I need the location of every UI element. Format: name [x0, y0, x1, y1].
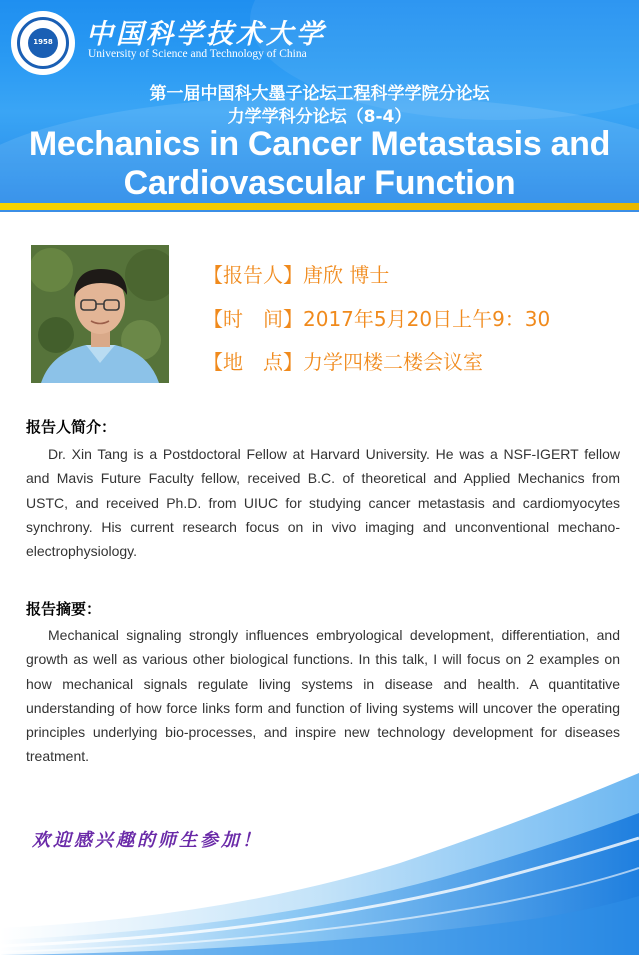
place-value: 力学四楼二楼会议室: [303, 350, 483, 374]
talk-title-line2: Cardiovascular Function: [123, 164, 516, 202]
time-row: [203, 303, 550, 332]
speaker-photo: [31, 245, 169, 383]
time-value: 2017年5月20日上午9：30: [303, 307, 551, 331]
header-banner: [0, 0, 639, 203]
talk-title: [0, 125, 639, 203]
place-row: [203, 346, 483, 375]
header-gold-divider: [0, 203, 639, 210]
forum-name-line2: 力学学科分论坛（8-4）: [227, 107, 412, 127]
footer-waves: [0, 768, 639, 955]
school-name-cn: 中国科学技术大学: [86, 19, 326, 50]
talk-title-line1: Mechanics in Cancer Metastasis and: [28, 125, 611, 163]
header-blue-divider: [0, 210, 639, 212]
welcome-message: 欢迎感兴趣的师生参加！: [32, 830, 263, 851]
logo-year: 1958: [33, 38, 53, 46]
place-label: 【地 点】: [203, 350, 303, 374]
time-label: 【时 间】: [203, 307, 303, 331]
university-logo-icon: [11, 11, 75, 75]
wave-decoration-icon: [0, 768, 639, 955]
speaker-value: 唐欣 博士: [303, 263, 390, 287]
bio-heading: 报告人简介：: [26, 418, 117, 436]
school-name-en: University of Science and Technology of China: [88, 48, 307, 60]
speaker-label: 【报告人】: [203, 263, 303, 287]
speaker-portrait-icon: [31, 245, 169, 383]
bio-text: Dr. Xin Tang is a Postdoctoral Fellow at Harvard University. He was a NSF-IGERT fellow and Mavis Future Faculty fellow, received B.C. of theoretical and Applied Mechanics from USTC, and received Ph.D. from UIUC for studying cancer metastasis and cardiomyocytes synchrony. His current research focus on in vivo imaging and unconventional mechano-electrophysiology.: [26, 446, 620, 560]
speaker-row: [203, 259, 389, 288]
abstract-heading: 报告摘要：: [26, 600, 102, 618]
abstract-text: Mechanical signaling strongly influences embryological development, differentiation, and growth as well as various other biological functions. In this talk, I will focus on 2 examples on how mechanical signals regulate living systems in disease and health. A quantitative understanding of how force links form and function of living systems will uncover the operating principles underlying bio-processes, and inspire new technology development for diseases treatment.: [26, 627, 620, 765]
forum-name-line1: 第一届中国科大墨子论坛工程科学学院分论坛: [149, 84, 490, 104]
